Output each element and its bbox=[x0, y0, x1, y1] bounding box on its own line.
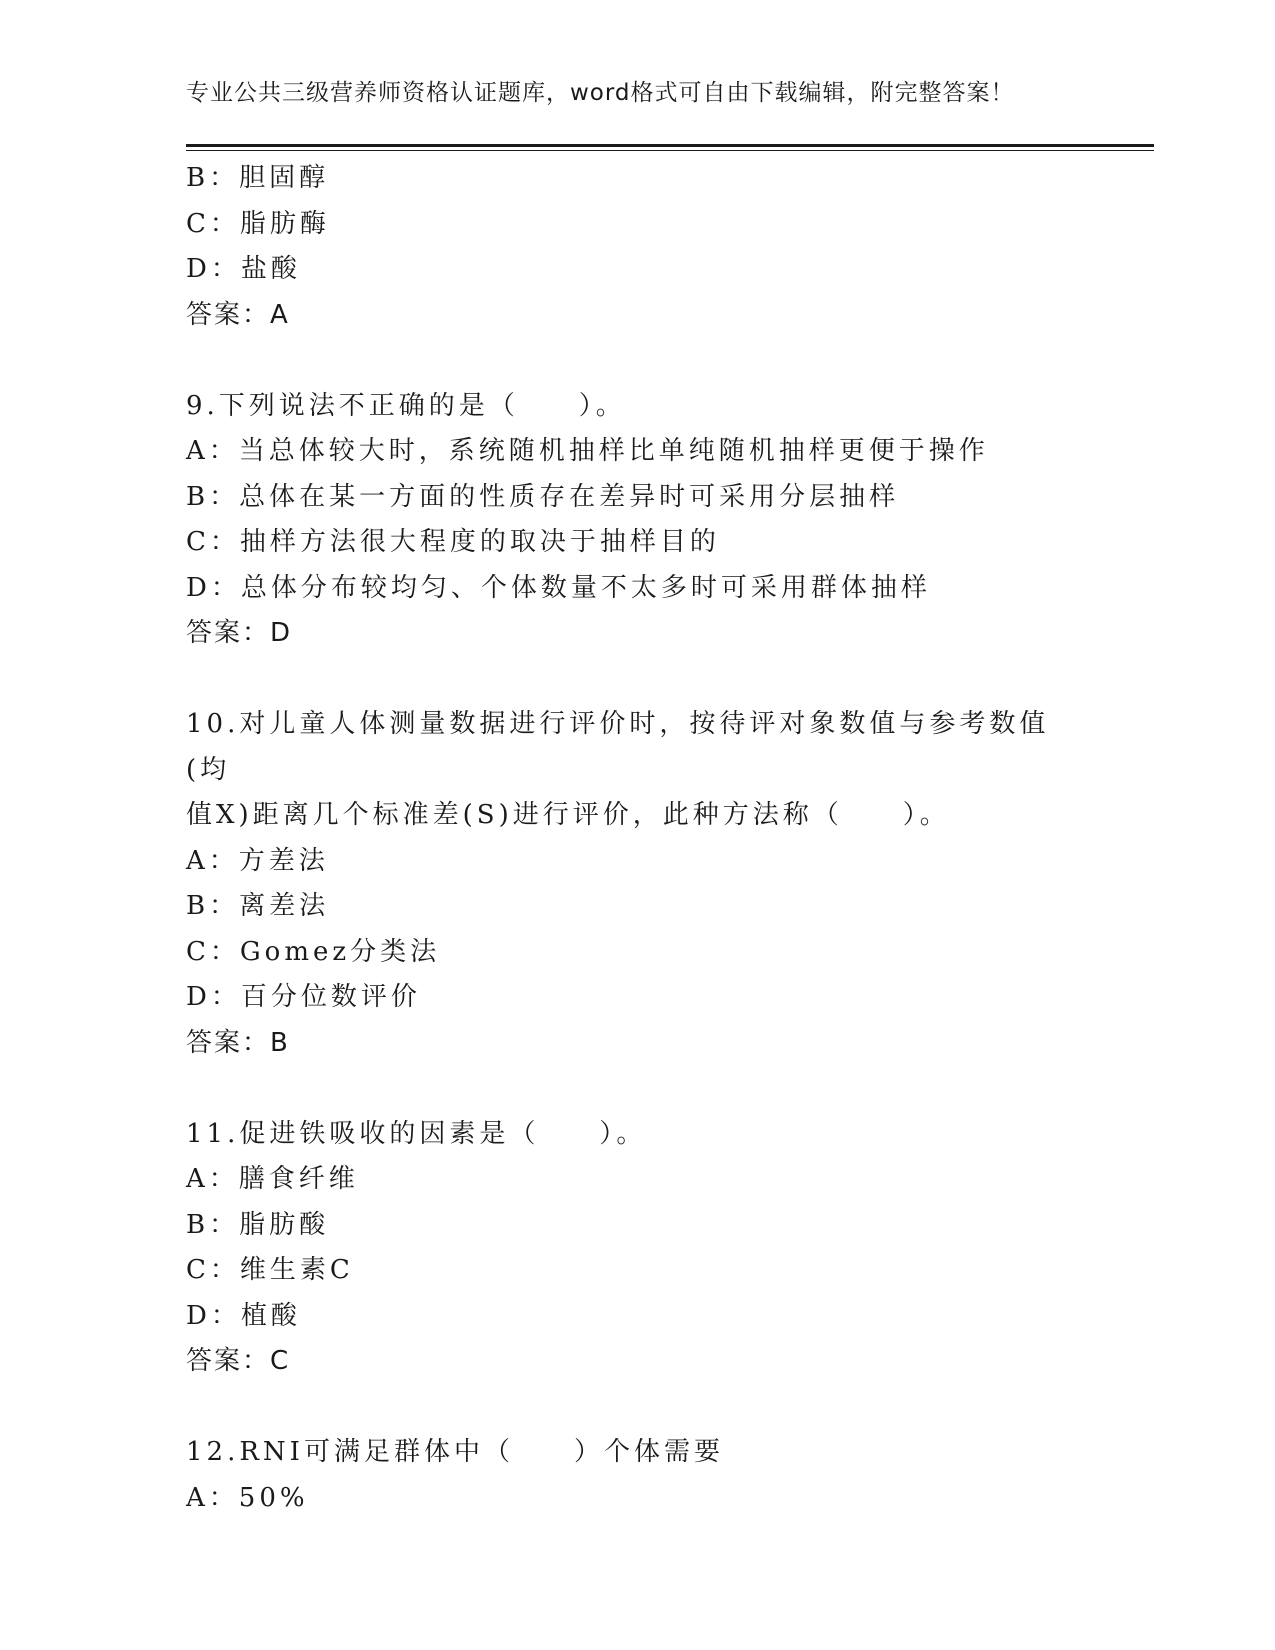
option-b bbox=[186, 475, 1086, 521]
option-label: D： bbox=[186, 1300, 241, 1331]
option-a bbox=[186, 1157, 1086, 1203]
option-label: B： bbox=[186, 481, 240, 512]
option-a bbox=[186, 429, 1086, 475]
question-9 bbox=[186, 384, 1086, 657]
option-a bbox=[186, 839, 1086, 885]
option-d bbox=[186, 975, 1086, 1021]
option-label: B： bbox=[186, 891, 240, 921]
option-text: 脂肪酶 bbox=[239, 208, 330, 239]
option-d bbox=[186, 566, 1086, 612]
question-stem-line-1: 10.对儿童人体测量数据进行评价时，按待评对象数值与参考数值(均 bbox=[186, 709, 1050, 785]
option-label: C： bbox=[186, 527, 240, 557]
spacer bbox=[186, 338, 1086, 384]
option-label: C： bbox=[186, 1255, 240, 1285]
answer-line: 答案：A bbox=[186, 299, 290, 330]
option-text: 维生素C bbox=[239, 1255, 354, 1285]
option-label: B： bbox=[186, 163, 240, 193]
option-c bbox=[186, 520, 1086, 566]
option-b bbox=[186, 884, 1086, 930]
prev-question-block bbox=[186, 156, 1086, 338]
option-text: 膳食纤维 bbox=[238, 1164, 359, 1194]
question-stem: 9.下列说法不正确的是（ ）。 bbox=[186, 390, 626, 421]
option-text: 总体在某一方面的性质存在差异时可采用分层抽样 bbox=[239, 481, 900, 512]
option-c bbox=[186, 930, 1086, 976]
option-c bbox=[186, 202, 1086, 248]
option-label: D： bbox=[186, 572, 241, 603]
header-rule-thin bbox=[186, 150, 1154, 151]
option-label: A： bbox=[186, 1164, 239, 1194]
question-10 bbox=[186, 702, 1086, 1066]
option-text: 抽样方法很大程度的取决于抽样目的 bbox=[239, 527, 720, 557]
question-12 bbox=[186, 1430, 1086, 1521]
option-label: B： bbox=[186, 1209, 240, 1240]
option-text: 盐酸 bbox=[240, 254, 301, 284]
option-label: D： bbox=[186, 982, 241, 1012]
header-rule-thick bbox=[186, 144, 1154, 147]
option-label: D： bbox=[186, 254, 241, 284]
option-b bbox=[186, 1203, 1086, 1249]
question-list bbox=[186, 156, 1086, 1521]
question-11 bbox=[186, 1112, 1086, 1385]
option-c bbox=[186, 1248, 1086, 1294]
answer-line: 答案：C bbox=[186, 1346, 291, 1376]
question-stem: 11.促进铁吸收的因素是（ ）。 bbox=[186, 1118, 647, 1149]
option-text: 胆固醇 bbox=[239, 163, 330, 193]
spacer bbox=[186, 1066, 1086, 1112]
option-a bbox=[186, 1476, 1086, 1522]
option-text: 百分位数评价 bbox=[240, 982, 421, 1012]
answer-line: 答案：B bbox=[186, 1027, 290, 1058]
option-d bbox=[186, 247, 1086, 293]
option-text: Gomez分类法 bbox=[239, 936, 441, 967]
option-text: 总体分布较均匀、个体数量不太多时可采用群体抽样 bbox=[240, 572, 931, 603]
option-text: 当总体较大时，系统随机抽样比单纯随机抽样更便于操作 bbox=[238, 436, 989, 466]
option-label: C： bbox=[186, 208, 240, 239]
question-stem: 12.RNI可满足群体中（ ）个体需要 bbox=[186, 1437, 724, 1467]
option-b bbox=[186, 156, 1086, 202]
option-label: C： bbox=[186, 936, 240, 967]
option-d bbox=[186, 1294, 1086, 1340]
option-label: A： bbox=[186, 1482, 239, 1513]
option-text: 50% bbox=[238, 1482, 309, 1513]
option-label: A： bbox=[186, 436, 239, 466]
option-text: 植酸 bbox=[240, 1300, 301, 1331]
answer-line: 答案：D bbox=[186, 618, 293, 648]
option-text: 方差法 bbox=[238, 845, 329, 876]
option-label: A： bbox=[186, 845, 239, 876]
option-text: 脂肪酸 bbox=[239, 1209, 330, 1240]
question-stem-line-2: 值X)距离几个标准差(S)进行评价，此种方法称（ ）。 bbox=[186, 800, 950, 830]
page-header: 专业公共三级营养师资格认证题库，word格式可自由下载编辑，附完整答案！ bbox=[186, 80, 1015, 106]
option-text: 离差法 bbox=[239, 891, 330, 921]
spacer bbox=[186, 657, 1086, 703]
spacer bbox=[186, 1385, 1086, 1431]
